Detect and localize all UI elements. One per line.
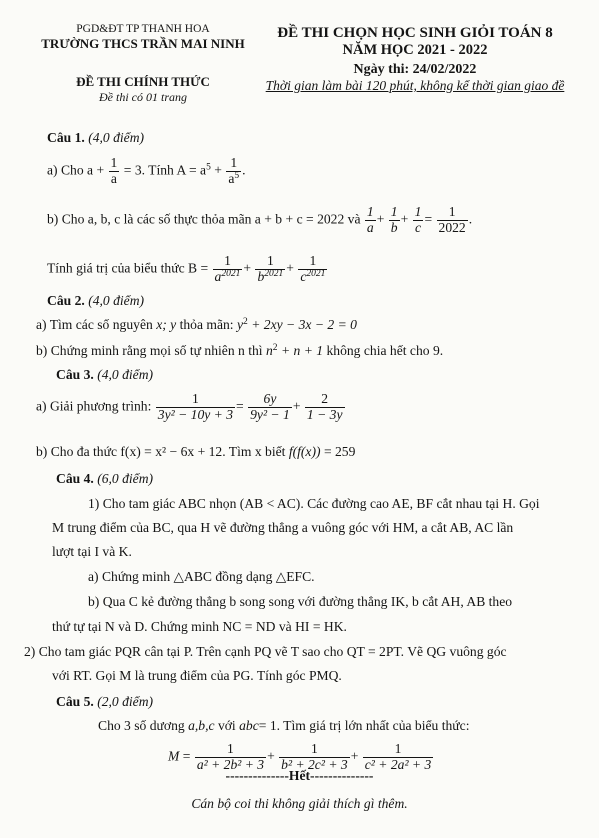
q2-part-a: a) Tìm các số nguyên x; y thỏa mãn: $y^2 + 2xy - 3x - 2 = 0$ bbox=[36, 317, 357, 332]
exam-title: ĐỀ THI CHỌN HỌC SINH GIỎI TOÁN 8 bbox=[277, 25, 553, 41]
q4-heading: Câu 4. (6,0 điểm) bbox=[56, 471, 154, 486]
fraction: $\frac{1}{\text{c² + 2a² + 3}}$ bbox=[364, 741, 432, 772]
department: PGD&ĐT TP THANH HOA bbox=[76, 23, 210, 35]
q5-line1: Cho 3 số dương a,b,c với abc= 1. Tìm giá trị lớn nhất của biểu thức: bbox=[98, 718, 470, 733]
header-left bbox=[28, 22, 258, 104]
fraction: $\frac{1}{a}$ bbox=[366, 204, 374, 235]
q5-heading: Câu 5. (2,0 điểm) bbox=[56, 694, 154, 709]
fraction: $\frac{1}{b^{2021}}$ bbox=[257, 253, 284, 284]
fraction: $\frac{1}{\text{b² + 2c² + 3}}$ bbox=[281, 741, 348, 772]
q3-part-b: b) Cho đa thức f(x) = x² − 6x + 12. Tìm x biết f(f(x)) = 259 bbox=[36, 444, 356, 459]
fraction: $\frac{2}{1 - 3y}$ bbox=[306, 391, 343, 422]
q1-heading: Câu 1. (4,0 điểm) bbox=[47, 130, 145, 145]
page-count: Đề thi có 01 trang bbox=[99, 89, 187, 104]
school-year: NĂM HỌC 2021 - 2022 bbox=[342, 42, 488, 59]
q3-heading: Câu 3. (4,0 điểm) bbox=[56, 367, 154, 382]
triangle-symbol: △ bbox=[173, 569, 185, 584]
q1-part-c: Tính giá trị của biểu thức B = $\frac{1}{a^{2021}}$ + $\frac{1}{b^{2021}}$ + $\frac{1}{c^{2021}}$ bbox=[47, 253, 326, 284]
q4-p1-line1: 1) Cho tam giác ABC nhọn (AB < AC). Các đường cao AE, BF cắt nhau tại H. Gọi bbox=[88, 496, 540, 511]
q4-p1-b-line2: thứ tự tại N và D. Chứng minh NC = ND và HI = HK. bbox=[52, 619, 347, 634]
header-right bbox=[240, 24, 590, 95]
triangle-symbol: △ bbox=[275, 569, 287, 584]
end-mark: --------------Hết-------------- bbox=[225, 768, 374, 783]
fraction: $\frac{1}{c}$ bbox=[414, 204, 422, 235]
q4-p1-line3: lượt tại I và K. bbox=[52, 544, 132, 559]
q1-part-b: b) Cho a, b, c là các số thực thỏa mãn a + b + c = 2022 và $\frac{1}{a}$ + $\frac{1}{b}$ + $\frac{1}{c}$ = $\frac{1}{2022}$ . bbox=[47, 204, 473, 235]
q2-part-b: b) Chứng minh rằng mọi số tự nhiên n thì $n^2 + n + 1$ không chia hết cho 9. bbox=[36, 343, 444, 358]
fraction: $\frac{1}{\text{3y² − 10y + 3}}$ bbox=[157, 391, 234, 422]
fraction: $\frac{1}{a}$ bbox=[110, 155, 118, 186]
proctor-note: Cán bộ coi thi không giải thích gì thêm. bbox=[191, 796, 408, 811]
q4-p1-b-line1: b) Qua C kẻ đường thẳng b song song với đường thẳng IK, b cắt AH, AB theo bbox=[88, 594, 513, 609]
fraction: $\frac{1}{b}$ bbox=[390, 204, 398, 235]
q2-heading: Câu 2. (4,0 điểm) bbox=[47, 293, 145, 308]
q3-part-a: a) Giải phương trình: $\frac{1}{\text{3y² − 10y + 3}}$ = $\frac{6y}{\text{9y² − 1}}$ + $\frac{2}{1 - 3y}$ bbox=[36, 391, 343, 422]
fraction: $\frac{1}{c^{2021}}$ bbox=[300, 253, 326, 284]
exam-type: ĐỀ THI CHÍNH THỨC bbox=[76, 73, 210, 89]
q4-p1-a: a) Chứng minh △ABC đồng dạng △EFC. bbox=[88, 569, 315, 584]
fraction: $\frac{1}{2022}$ bbox=[438, 204, 466, 235]
school-name: TRƯỜNG THCS TRẦN MAI NINH bbox=[41, 36, 245, 52]
exam-duration: Thời gian làm bài 120 phút, không kể thời gian giao đề bbox=[265, 78, 565, 94]
q1-part-a: a) Cho a + $\frac{1}{a}$ = 3. Tính $A = a^5$ + $\frac{1}{a^5}$ . bbox=[47, 155, 246, 186]
fraction: $\frac{6y}{\text{9y² − 1}}$ bbox=[250, 391, 290, 422]
q4-p1-line2: M trung điểm của BC, qua H vẽ đường thẳng a vuông góc với HM, a cắt AB, AC lần bbox=[52, 520, 514, 535]
q5-expression: M = $\frac{1}{\text{a² + 2b² + 3}}$ + $\frac{1}{\text{b² + 2c² + 3}}$ + $\frac{1}{\text{c² + 2a² + 3}}$ bbox=[168, 741, 432, 772]
fraction: $\frac{1}{\text{a² + 2b² + 3}}$ bbox=[196, 741, 265, 772]
fraction: $\frac{1}{a^{2021}}$ bbox=[214, 253, 241, 284]
fraction: $\frac{1}{a^5}$ bbox=[228, 155, 240, 186]
exam-date: Ngày thi: 24/02/2022 bbox=[353, 61, 477, 77]
q4-p2-line2: với RT. Gọi M là trung điểm của PG. Tính góc PMQ. bbox=[52, 668, 342, 683]
q4-p2-line1: 2) Cho tam giác PQR cân tại P. Trên cạnh PQ vẽ T sao cho QT = 2PT. Vẽ QG vuông góc bbox=[24, 644, 507, 659]
